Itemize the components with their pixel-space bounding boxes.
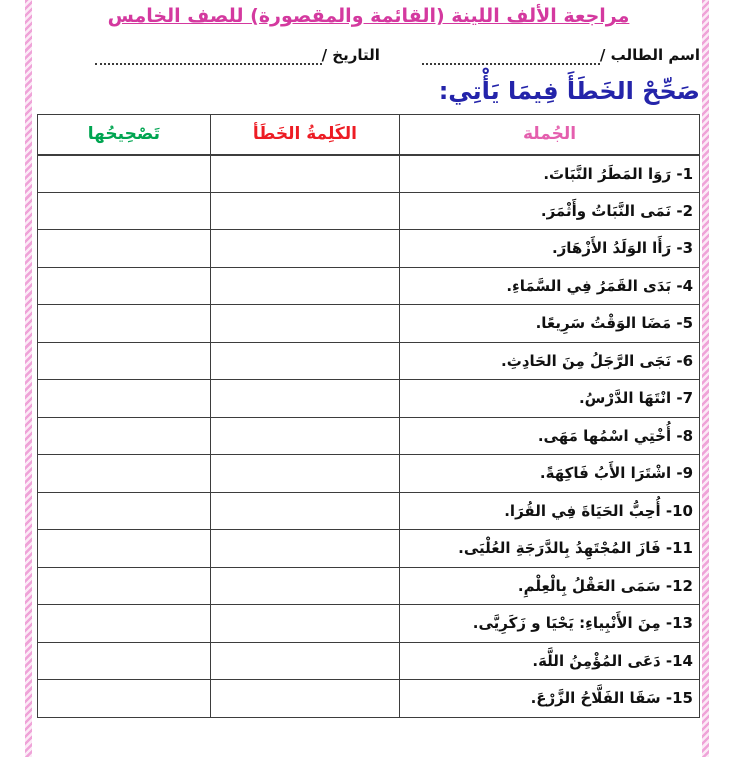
wrong-word-cell bbox=[210, 642, 399, 680]
wrong-word-cell bbox=[210, 605, 399, 643]
wrong-word-cell bbox=[210, 267, 399, 305]
student-name-label: اسم الطالب / bbox=[599, 46, 700, 64]
wrong-word-cell bbox=[210, 417, 399, 455]
wrong-word-cell bbox=[210, 492, 399, 530]
table-row bbox=[38, 417, 700, 455]
table-row bbox=[38, 267, 700, 305]
table-row bbox=[38, 230, 700, 268]
correction-cell bbox=[38, 155, 211, 193]
correction-cell bbox=[38, 567, 211, 605]
correction-cell bbox=[38, 680, 211, 718]
column-header-correction: تَصْحِيحُها bbox=[38, 115, 211, 155]
wrong-word-cell bbox=[210, 230, 399, 268]
worksheet-content bbox=[37, 0, 700, 718]
wrong-word-cell bbox=[210, 567, 399, 605]
correction-cell bbox=[38, 192, 211, 230]
instruction-heading: صَحِّحْ الخَطَأَ فِيمَا يَأْتِي: bbox=[438, 77, 700, 105]
table-row bbox=[38, 492, 700, 530]
table-row bbox=[38, 342, 700, 380]
correction-cell bbox=[38, 267, 211, 305]
wrong-word-cell bbox=[210, 380, 399, 418]
wrong-word-cell bbox=[210, 155, 399, 193]
table-row bbox=[38, 192, 700, 230]
wrong-word-cell bbox=[210, 342, 399, 380]
correction-cell bbox=[38, 417, 211, 455]
table-row bbox=[38, 605, 700, 643]
correction-cell bbox=[38, 642, 211, 680]
table-row bbox=[38, 455, 700, 493]
student-name-blank bbox=[422, 52, 600, 65]
correction-cell bbox=[38, 605, 211, 643]
correction-cell bbox=[38, 305, 211, 343]
sentence-cell: 13- مِنَ الأَنْبِياءِ: يَحْيَا و زَكَرِيَّى. bbox=[400, 605, 700, 643]
column-header-wrong-word: الكَلِمةُ الخَطَأ bbox=[210, 115, 399, 155]
table-row bbox=[38, 305, 700, 343]
wrong-word-cell bbox=[210, 192, 399, 230]
table-row bbox=[38, 642, 700, 680]
table-header-row bbox=[38, 115, 700, 155]
sentence-cell: 12- سَمَى العَقْلُ بِالْعِلْمِ. bbox=[400, 567, 700, 605]
table-body bbox=[38, 155, 700, 718]
wrong-word-cell bbox=[210, 455, 399, 493]
worksheet-title: مراجعة الألف اللينة (القائمة والمقصورة) للصف الخامس bbox=[107, 5, 630, 27]
sentence-cell: 9- اشْتَرَا الأَبُ فَاكِهَةً. bbox=[400, 455, 700, 493]
table-row bbox=[38, 567, 700, 605]
date-label: التاريخ / bbox=[321, 46, 380, 64]
sentence-cell: 14- دَعَى المُؤْمِنُ اللَّهَ. bbox=[400, 642, 700, 680]
sentence-cell: 15- سَقَا الفَلَّاحُ الزَّرْعَ. bbox=[400, 680, 700, 718]
table-row bbox=[38, 155, 700, 193]
sentence-cell: 1- رَوَا المَطَرُ النَّبَاتَ. bbox=[400, 155, 700, 193]
wrong-word-cell bbox=[210, 530, 399, 568]
correction-cell bbox=[38, 380, 211, 418]
wrong-word-cell bbox=[210, 680, 399, 718]
page-border-right-decoration bbox=[702, 0, 709, 757]
sentence-cell: 6- نَجَى الرَّجَلُ مِنَ الحَادِثِ. bbox=[400, 342, 700, 380]
student-info-row bbox=[37, 45, 700, 65]
correction-table bbox=[37, 114, 700, 718]
correction-cell bbox=[38, 342, 211, 380]
sentence-cell: 10- أُحِبُّ الحَيَاةَ فِي القُرَا. bbox=[400, 492, 700, 530]
table-row bbox=[38, 530, 700, 568]
sentence-cell: 5- مَضَا الوَقْتُ سَرِيعًا. bbox=[400, 305, 700, 343]
sentence-cell: 3- رَأَا الوَلَدُ الأَزْهَارَ. bbox=[400, 230, 700, 268]
page-border-left-decoration bbox=[25, 0, 32, 757]
table-row bbox=[38, 380, 700, 418]
date-blank bbox=[95, 52, 322, 65]
sentence-cell: 2- نَمَى النَّبَاتُ وأَثْمَرَ. bbox=[400, 192, 700, 230]
sentence-cell: 8- أُخْتِي اسْمُها مَهَى. bbox=[400, 417, 700, 455]
sentence-cell: 4- بَدَى القَمَرُ فِي السَّمَاءِ. bbox=[400, 267, 700, 305]
table-row bbox=[38, 680, 700, 718]
correction-cell bbox=[38, 530, 211, 568]
correction-cell bbox=[38, 492, 211, 530]
correction-cell bbox=[38, 230, 211, 268]
sentence-cell: 11- فَازَ المُجْتَهِدُ بِالدَّرَجَةِ العُلْيَى. bbox=[400, 530, 700, 568]
wrong-word-cell bbox=[210, 305, 399, 343]
column-header-sentence: الجُملة bbox=[400, 115, 700, 155]
sentence-cell: 7- انْتَهَا الدَّرْسُ. bbox=[400, 380, 700, 418]
correction-cell bbox=[38, 455, 211, 493]
